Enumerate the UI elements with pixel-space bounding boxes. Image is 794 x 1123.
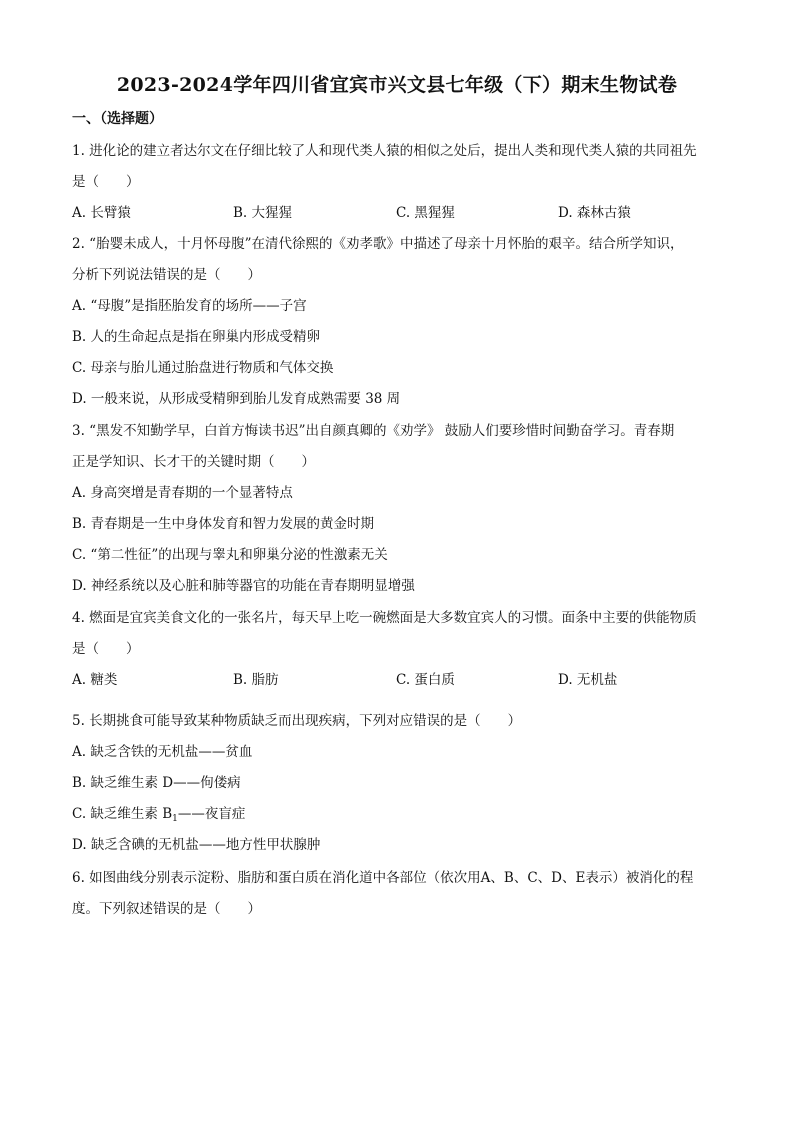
question-5-option-b: B. 缺乏维生素 D——佝偻病 (72, 775, 241, 791)
question-5-option-c-text: C. 缺乏维生素 B (72, 806, 173, 822)
question-1-stem-line-2: 是（ ） (72, 174, 140, 190)
question-2-stem-line-2: 分析下列说法错误的是（ ） (72, 267, 261, 283)
question-4-stem-line-2: 是（ ） (72, 641, 140, 657)
question-1-option-d: D. 森林古猿 (558, 205, 631, 221)
question-3-stem-line-2: 正是学知识、长才干的关键时期（ ） (72, 454, 315, 470)
question-5-option-d: D. 缺乏含碘的无机盐——地方性甲状腺肿 (72, 837, 321, 853)
question-4-option-d: D. 无机盐 (558, 672, 618, 688)
question-2-stem-line-1: 2. “胎婴未成人，十月怀母腹”在清代徐熙的《劝孝歌》中描述了母亲十月怀胎的艰辛。结合所学知识， (72, 236, 684, 252)
question-6-stem-line-2: 度。下列叙述错误的是（ ） (72, 901, 261, 917)
question-3-option-c: C. “第二性征”的出现与睾丸和卵巢分泌的性激素无关 (72, 547, 388, 563)
question-5-stem-line-1: 5. 长期挑食可能导致某种物质缺乏而出现疾病，下列对应错误的是（ ） (72, 713, 522, 729)
question-2-option-a: A. “母腹”是指胚胎发育的场所——子宫 (72, 298, 307, 314)
section-heading: 一、（选择题） (72, 111, 163, 127)
question-1-stem-line-1: 1. 进化论的建立者达尔文在仔细比较了人和现代类人猿的相似之处后，提出人类和现代类人猿的共同祖先 (72, 143, 697, 159)
exam-title: 2023-2024学年四川省宜宾市兴文县七年级（下）期末生物试卷 (116, 74, 678, 96)
question-4-stem-line-1: 4. 燃面是宜宾美食文化的一张名片，每天早上吃一碗燃面是大多数宜宾人的习惯。面条中主要的供能物质 (72, 610, 697, 626)
question-4-option-a: A. 糖类 (72, 672, 118, 688)
question-5-option-c-subscript: 1 (172, 814, 178, 824)
question-4-option-c: C. 蛋白质 (396, 672, 455, 688)
question-2-option-b: B. 人的生命起点是指在卵巢内形成受精卵 (72, 329, 321, 345)
question-5-option-a: A. 缺乏含铁的无机盐——贫血 (72, 744, 253, 760)
question-5-option-c-tail: ——夜盲症 (177, 806, 246, 822)
question-6-stem-line-1: 6. 如图曲线分别表示淀粉、脂肪和蛋白质在消化道中各部位（依次用A、B、C、D、E表示）被消化的程 (72, 870, 694, 886)
question-5-option-c (72, 805, 245, 828)
question-3-option-d: D. 神经系统以及心脏和肺等器官的功能在青春期明显增强 (72, 578, 415, 594)
question-1-option-b: B. 大猩猩 (233, 205, 293, 221)
question-4-option-b: B. 脂肪 (233, 672, 279, 688)
question-3-stem-line-1: 3. “黑发不知勤学早，白首方悔读书迟”出自颜真卿的《劝学》 鼓励人们要珍惜时间勤奋学习。青春期 (72, 423, 675, 439)
question-3-option-b: B. 青春期是一生中身体发育和智力发展的黄金时期 (72, 516, 375, 532)
question-2-option-c: C. 母亲与胎儿通过胎盘进行物质和气体交换 (72, 360, 334, 376)
question-1-option-c: C. 黑猩猩 (396, 205, 455, 221)
question-3-option-a: A. 身高突增是青春期的一个显著特点 (72, 485, 293, 501)
question-2-option-d: D. 一般来说，从形成受精卵到胎儿发育成熟需要 38 周 (72, 391, 401, 407)
question-1-option-a: A. 长臂猿 (72, 205, 131, 221)
